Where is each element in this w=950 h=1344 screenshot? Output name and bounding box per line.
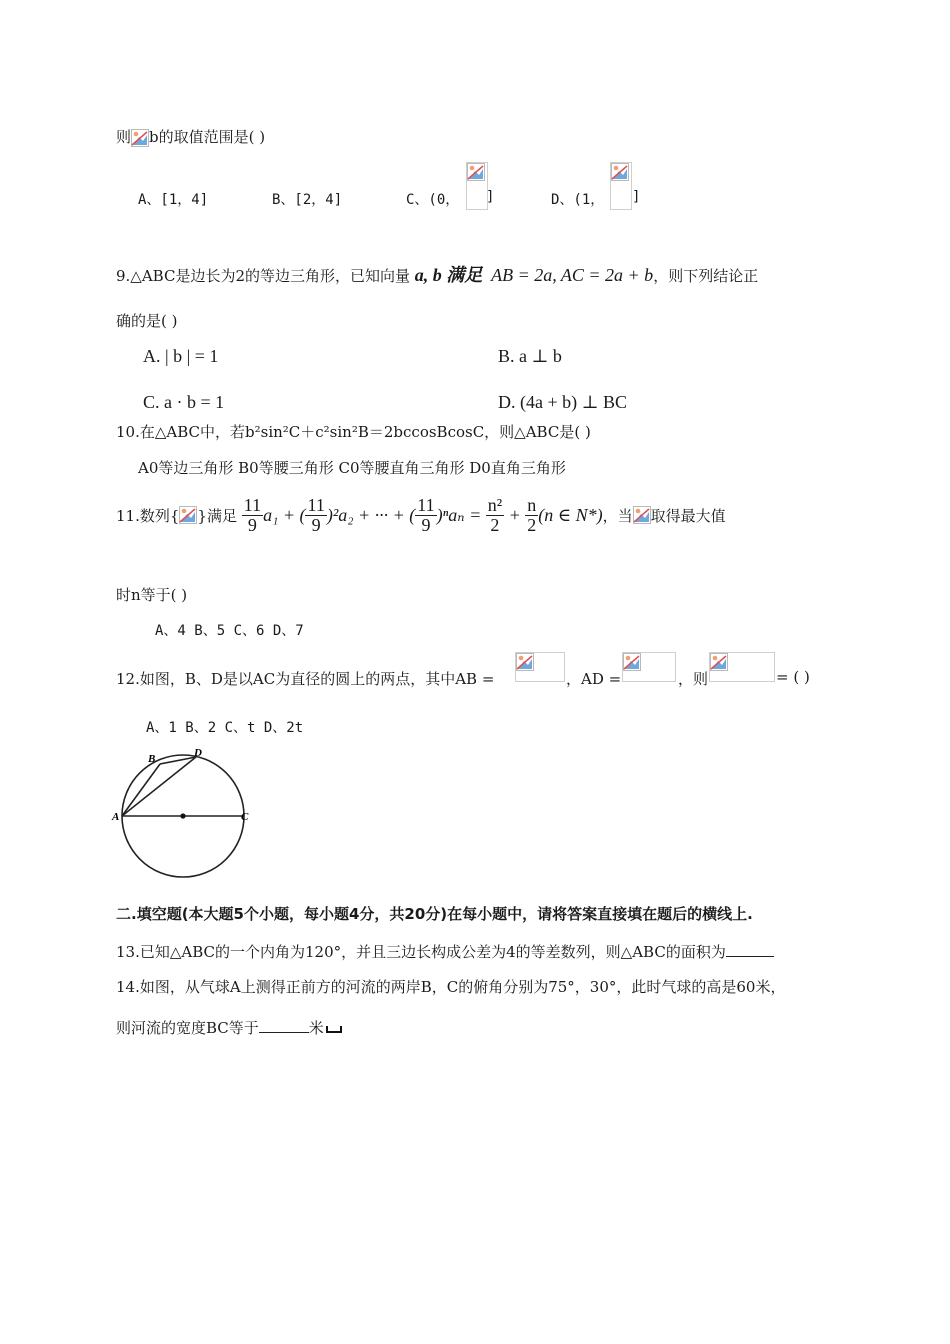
q8-prefix: 则 bbox=[116, 128, 132, 146]
q12-result-image bbox=[709, 652, 775, 682]
broken-image-icon bbox=[710, 653, 728, 671]
q8-option-a: A、[1，4] bbox=[138, 192, 209, 208]
q11-fraction-1 bbox=[242, 496, 263, 535]
q11-prefix: 11.数列{ bbox=[116, 506, 180, 525]
q12-options: A、1 B、2 C、t D、2t bbox=[146, 720, 304, 736]
label-d: D bbox=[194, 747, 202, 759]
q12-end: = ( ) bbox=[776, 668, 810, 686]
q12-then: ，则 bbox=[678, 670, 709, 688]
q11-term2: )²a₂ + ··· + ( bbox=[326, 504, 416, 525]
q9-stem bbox=[116, 261, 758, 287]
q8-option-d: D、(1， bbox=[551, 192, 605, 208]
broken-image-icon bbox=[131, 129, 149, 147]
q11-rhs-num1: n² bbox=[487, 495, 503, 515]
q9-line2: 确的是( ) bbox=[116, 312, 178, 330]
q14-answer-blank[interactable] bbox=[259, 1016, 309, 1033]
q11-rhs-den2: 2 bbox=[527, 514, 537, 535]
q9-option-a: A. | b | = 1 bbox=[143, 346, 219, 366]
q11-options: A、4 B、5 C、6 D、7 bbox=[155, 623, 304, 639]
q10-stem: 10.在△ABC中，若b²sin²C＋c²sin²B＝2bccosBcosC，则△ABC是( ) bbox=[116, 423, 591, 441]
q9-option-d: D. (4a + b) ⊥ BC bbox=[498, 392, 628, 412]
q11-frac-num: 11 bbox=[243, 495, 262, 515]
broken-image-icon bbox=[623, 653, 641, 671]
circle-diagram bbox=[110, 745, 260, 880]
q13-answer-blank[interactable] bbox=[726, 940, 774, 957]
q9-formula-vectors: a, b 满足 bbox=[414, 265, 483, 285]
q11-fraction-2 bbox=[305, 496, 326, 535]
q11-rhs-num2: n bbox=[527, 495, 537, 515]
q8-option-c-image bbox=[466, 162, 488, 210]
label-c: C bbox=[241, 811, 249, 823]
q14-unit: 米 bbox=[308, 1019, 324, 1037]
broken-image-icon bbox=[633, 506, 651, 524]
q12-ad-image bbox=[622, 652, 676, 682]
q9-text: 9.△ABC是边长为2的等边三角形，已知向量 bbox=[116, 267, 411, 285]
q8-suffix: b的取值范围是( ) bbox=[149, 128, 266, 146]
q11-term1: a₁ + ( bbox=[263, 504, 306, 525]
q11-frac-den: 9 bbox=[247, 514, 257, 535]
q12-ad: ，AD = bbox=[566, 670, 622, 688]
q12-stem: 12.如图，B、D是以AC为直径的圆上的两点，其中AB = bbox=[116, 670, 495, 688]
q11-stem bbox=[116, 496, 726, 546]
q11-plus: + bbox=[504, 504, 526, 525]
q11-tail: ，当 bbox=[602, 506, 633, 525]
q8-stem bbox=[116, 126, 265, 147]
q9-formula-ab: AB = 2a, AC = 2a + b bbox=[491, 265, 654, 285]
q11-tail2: 取得最大值 bbox=[650, 506, 726, 525]
q11-frac-num: 11 bbox=[417, 495, 435, 515]
q12-ab-image bbox=[515, 652, 565, 682]
q14-stem: 14.如图，从气球A上测得正前方的河流的两岸B，C的俯角分别为75°，30°，此时气球的高是60米， bbox=[116, 978, 786, 996]
q11-rhs-fraction-2 bbox=[525, 496, 538, 535]
broken-image-icon bbox=[467, 163, 485, 181]
broken-image-icon bbox=[516, 653, 534, 671]
q8-option-c-end: ] bbox=[486, 189, 495, 205]
q14-line2 bbox=[116, 1016, 342, 1038]
q8-option-d-end: ] bbox=[632, 189, 641, 205]
q11-fraction-3 bbox=[415, 496, 436, 535]
label-b: B bbox=[148, 753, 156, 765]
q11-frac-den: 9 bbox=[311, 514, 321, 535]
q13-text: 13.已知△ABC的一个内角为120°，并且三边长构成公差为4的等差数列，则△ABC的面积为 bbox=[116, 943, 726, 961]
section2-heading: 二.填空题(本大题5个小题，每小题4分，共20分)在每小题中，请将答案直接填在题后的横线上. bbox=[116, 905, 753, 923]
q8-option-b: B、[2，4] bbox=[272, 192, 343, 208]
end-mark-icon bbox=[326, 1026, 342, 1033]
broken-image-icon bbox=[179, 506, 197, 524]
q9-option-c: C. a · b = 1 bbox=[143, 392, 225, 412]
circle-figure bbox=[110, 745, 260, 880]
q11-frac-num: 11 bbox=[307, 495, 325, 515]
q11-term3: )ⁿaₙ = bbox=[436, 504, 486, 525]
q9-option-b: B. a ⊥ b bbox=[498, 346, 562, 366]
q13-stem bbox=[116, 940, 774, 962]
q11-line2: 时n等于( ) bbox=[116, 586, 188, 604]
label-a: A bbox=[112, 811, 120, 823]
q14-line2-text: 则河流的宽度BC等于 bbox=[116, 1019, 259, 1037]
q9-tail: ，则下列结论正 bbox=[653, 267, 759, 285]
q8-option-c: C、(0， bbox=[406, 192, 460, 208]
q10-options: A0等边三角形 B0等腰三角形 C0等腰直角三角形 D0直角三角形 bbox=[138, 459, 566, 477]
broken-image-icon bbox=[611, 163, 629, 181]
q11-rhs-fraction-1 bbox=[486, 496, 504, 535]
q8-option-d-image bbox=[610, 162, 632, 210]
q11-domain: (n ∈ N*) bbox=[538, 504, 603, 525]
q11-rhs-den1: 2 bbox=[490, 514, 500, 535]
q11-frac-den: 9 bbox=[421, 514, 431, 535]
q11-mid: }满足 bbox=[197, 506, 237, 525]
